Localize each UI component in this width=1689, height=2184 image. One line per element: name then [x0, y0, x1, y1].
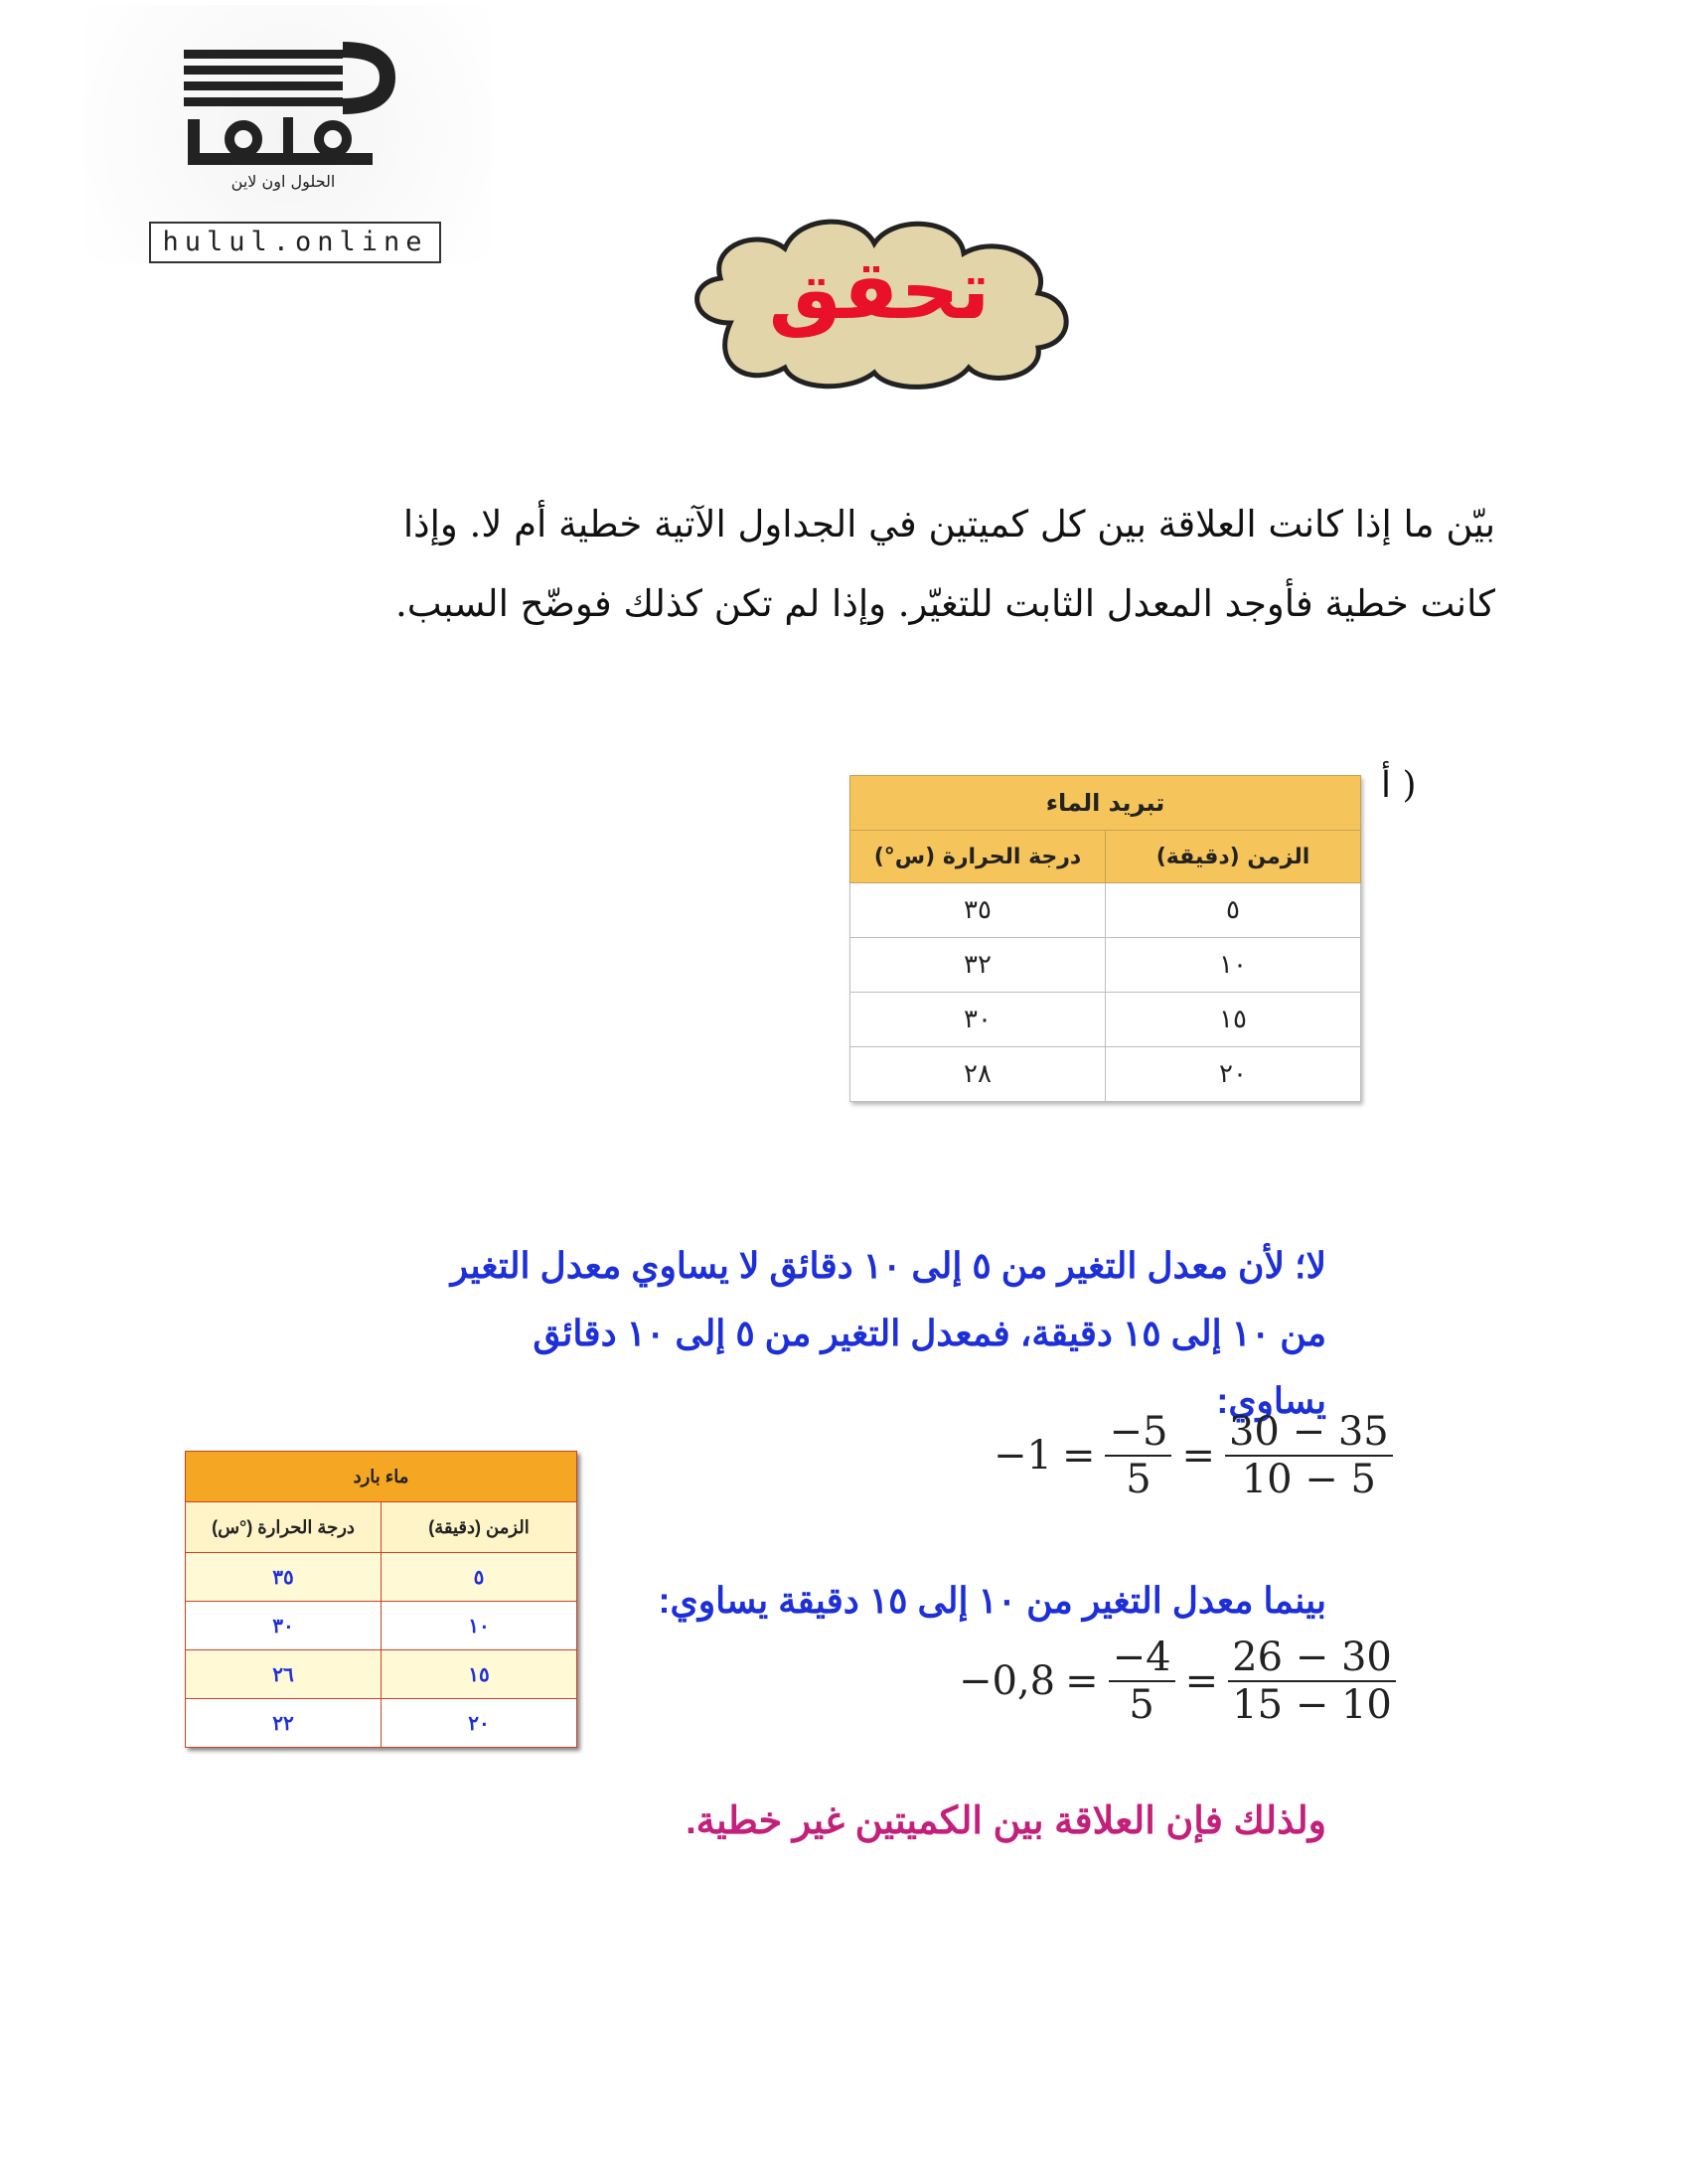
logo-url: hulul.online [149, 222, 441, 263]
page-title: تحقق [768, 243, 991, 338]
eq1-fraction-2: $\frac{-5}{5}$ [1105, 1409, 1171, 1502]
logo-arabic-sub: الحلول اون لاين [230, 172, 336, 191]
table-row [850, 883, 1361, 938]
answer-paragraph-2: بينما معدل التغير من ١٠ إلى ١٥ دقيقة يساوي: [658, 1580, 1326, 1621]
table-cell: ٢٢ [186, 1699, 382, 1748]
table-cell: ٣٠ [186, 1602, 382, 1650]
table-cell: ١٥ [382, 1650, 577, 1699]
table-row [186, 1553, 577, 1602]
column-header: درجة الحرارة (س°) [850, 831, 1106, 883]
table-cell: ٣٥ [186, 1553, 382, 1602]
eq2-result: −0,8 [959, 1658, 1056, 1704]
textbook-table [849, 775, 1361, 1102]
table-cell: ٢٦ [186, 1650, 382, 1699]
eq2-fraction-1: $\frac{26 - 30}{15 - 10}$ [1228, 1635, 1396, 1728]
answer-line: لا؛ لأن معدل التغير من ٥ إلى ١٠ دقائق لا يساوي معدل التغير [450, 1245, 1326, 1286]
table-cell: ٣٥ [850, 883, 1106, 938]
answer-line: يساوي: [1216, 1380, 1326, 1421]
column-header: الزمن (دقيقة) [1106, 831, 1361, 883]
answer-table [185, 1451, 577, 1748]
question-text [303, 485, 1495, 644]
table-row [850, 938, 1361, 993]
table-cell: ١٥ [1106, 993, 1361, 1047]
table-cell: ٢٠ [382, 1699, 577, 1748]
eq1-fraction-1: $\frac{30 - 35}{10 - 5}$ [1225, 1409, 1393, 1502]
table-cell: ٣٠ [850, 993, 1106, 1047]
hulul-logo [84, 5, 492, 263]
column-header: الزمن (دقيقة) [382, 1502, 577, 1553]
table-cell: ٥ [1106, 883, 1361, 938]
conclusion-text: ولذلك فإن العلاقة بين الكميتين غير خطية. [686, 1800, 1326, 1842]
table-row [186, 1602, 577, 1650]
table-title: تبريد الماء [850, 776, 1361, 831]
equation-2: −0,8 = $\frac{-4}{5}$ = $\frac{26 - 30}{15 - 10}$ [959, 1635, 1396, 1728]
table-row [850, 1047, 1361, 1102]
table-row [186, 1650, 577, 1699]
answer-paragraph-1 [373, 1232, 1326, 1435]
question-line-1: بيّن ما إذا كانت العلاقة بين كل كميتين في الجداول الآتية خطية أم لا. وإذا [402, 503, 1495, 546]
table-cell: ٣٢ [850, 938, 1106, 993]
table-row [186, 1699, 577, 1748]
table-cell: ٢٨ [850, 1047, 1106, 1102]
eq1-result: −1 [994, 1433, 1052, 1479]
table-cell: ١٠ [1106, 938, 1361, 993]
part-label: أ ) [1381, 765, 1417, 806]
equation-1: −1 = $\frac{-5}{5}$ = $\frac{30 - 35}{10 - 5}$ [994, 1409, 1393, 1502]
table-title: ماء بارد [186, 1452, 577, 1502]
eq2-fraction-2: $\frac{-4}{5}$ [1109, 1635, 1175, 1728]
question-line-2: كانت خطية فأوجد المعدل الثابت للتغيّر. وإذا لم تكن كذلك فوضّح السبب. [395, 582, 1495, 625]
book-icon [174, 40, 402, 169]
answer-line: من ١٠ إلى ١٥ دقيقة، فمعدل التغير من ٥ إلى ١٠ دقائق [533, 1313, 1326, 1353]
table-cell: ٢٠ [1106, 1047, 1361, 1102]
table-cell: ١٠ [382, 1602, 577, 1650]
table-row [850, 993, 1361, 1047]
title-cloud [671, 204, 1088, 392]
column-header: درجة الحرارة (°س) [186, 1502, 382, 1553]
table-cell: ٥ [382, 1553, 577, 1602]
